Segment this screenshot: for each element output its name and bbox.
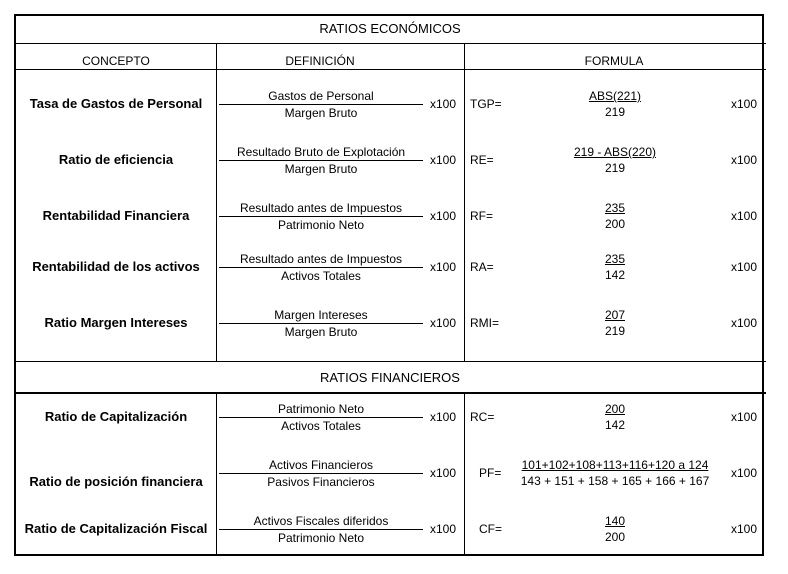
formula-multiplier: x100 — [731, 466, 758, 480]
formula-fraction — [515, 88, 715, 120]
concept-label: Rentabilidad de los activos — [32, 259, 200, 274]
multiplier: x100 — [430, 522, 457, 536]
definition-numerator: Activos Fiscales diferidos — [253, 514, 389, 528]
header-definition: DEFINICIÓN — [285, 54, 355, 68]
concept-label: Ratio Margen Intereses — [44, 315, 188, 330]
formula-abbr: TGP= — [470, 97, 502, 111]
definition-numerator: Gastos de Personal — [268, 89, 374, 103]
formula-denominator: 219 — [604, 324, 626, 338]
definition-fraction — [218, 457, 424, 490]
formula-denominator: 200 — [604, 530, 626, 544]
definition-denominator: Margen Bruto — [284, 325, 358, 339]
multiplier: x100 — [430, 410, 457, 424]
formula-multiplier: x100 — [731, 410, 758, 424]
definition-numerator: Resultado antes de Impuestos — [239, 252, 403, 266]
formula-numerator: 219 - ABS(220) — [573, 145, 657, 159]
multiplier: x100 — [430, 316, 457, 330]
definition-denominator: Activos Totales — [281, 419, 361, 433]
formula-multiplier: x100 — [731, 153, 758, 167]
formula-denominator: 142 — [604, 268, 626, 282]
definition-fraction — [218, 307, 424, 340]
multiplier: x100 — [430, 466, 457, 480]
formula-fraction — [515, 251, 715, 283]
formula-abbr: CF= — [479, 522, 503, 536]
formula-numerator: 235 — [604, 201, 626, 215]
column-divider — [464, 393, 465, 556]
column-divider — [464, 43, 465, 361]
formula-multiplier: x100 — [731, 97, 758, 111]
formula-denominator: 143 + 151 + 158 + 165 + 166 + 167 — [520, 474, 710, 488]
section-title-financial: RATIOS FINANCIEROS — [320, 370, 460, 385]
divider — [14, 69, 766, 70]
definition-fraction — [218, 144, 424, 177]
concept-label: Ratio de Capitalización — [44, 409, 188, 424]
multiplier: x100 — [430, 209, 457, 223]
formula-multiplier: x100 — [731, 209, 758, 223]
formula-fraction — [515, 144, 715, 176]
definition-numerator: Margen Intereses — [274, 308, 368, 322]
formula-numerator: 200 — [604, 402, 626, 416]
definition-fraction — [218, 200, 424, 233]
formula-abbr: PF= — [479, 466, 502, 480]
concept-label: Rentabilidad Financiera — [42, 208, 190, 223]
formula-multiplier: x100 — [731, 316, 758, 330]
definition-numerator: Activos Financieros — [268, 458, 374, 472]
concept-label: Ratio de posición financiera — [29, 474, 203, 489]
divider — [14, 361, 766, 362]
formula-fraction — [515, 401, 715, 433]
formula-abbr: RC= — [470, 410, 495, 424]
divider — [14, 392, 766, 394]
definition-fraction — [218, 513, 424, 546]
column-divider — [216, 393, 217, 556]
formula-abbr: RF= — [470, 209, 494, 223]
concept-label: Ratio de Capitalización Fiscal — [24, 521, 208, 536]
formula-abbr: RMI= — [470, 316, 500, 330]
header-formula: FORMULA — [584, 54, 644, 68]
formula-numerator: ABS(221) — [588, 89, 642, 103]
definition-fraction — [218, 401, 424, 434]
formula-denominator: 219 — [604, 105, 626, 119]
formula-multiplier: x100 — [731, 260, 758, 274]
definition-fraction — [218, 88, 424, 121]
section-title-economic: RATIOS ECONÓMICOS — [319, 21, 461, 36]
formula-fraction — [515, 200, 715, 232]
formula-denominator: 219 — [604, 161, 626, 175]
concept-label: Ratio de eficiencia — [58, 152, 174, 167]
formula-denominator: 200 — [604, 217, 626, 231]
definition-denominator: Patrimonio Neto — [277, 218, 365, 232]
concept-label: Tasa de Gastos de Personal — [29, 96, 203, 111]
definition-numerator: Patrimonio Neto — [277, 402, 365, 416]
formula-abbr: RE= — [470, 153, 494, 167]
formula-fraction — [505, 457, 725, 489]
multiplier: x100 — [430, 97, 457, 111]
definition-numerator: Resultado antes de Impuestos — [239, 201, 403, 215]
definition-denominator: Margen Bruto — [284, 106, 358, 120]
definition-denominator: Margen Bruto — [284, 162, 358, 176]
divider — [14, 43, 766, 44]
definition-denominator: Patrimonio Neto — [277, 531, 365, 545]
column-divider — [216, 43, 217, 361]
definition-fraction — [218, 251, 424, 284]
formula-denominator: 142 — [604, 418, 626, 432]
definition-denominator: Activos Totales — [281, 269, 361, 283]
formula-abbr: RA= — [470, 260, 494, 274]
formula-fraction — [515, 513, 715, 545]
formula-numerator: 235 — [604, 252, 626, 266]
formula-numerator: 140 — [604, 514, 626, 528]
multiplier: x100 — [430, 153, 457, 167]
multiplier: x100 — [430, 260, 457, 274]
header-concept: CONCEPTO — [82, 54, 150, 68]
formula-fraction — [515, 307, 715, 339]
formula-numerator: 101+102+108+113+116+120 a 124 — [521, 458, 709, 472]
formula-multiplier: x100 — [731, 522, 758, 536]
formula-numerator: 207 — [604, 308, 626, 322]
definition-numerator: Resultado Bruto de Explotación — [236, 145, 406, 159]
definition-denominator: Pasivos Financieros — [267, 475, 375, 489]
